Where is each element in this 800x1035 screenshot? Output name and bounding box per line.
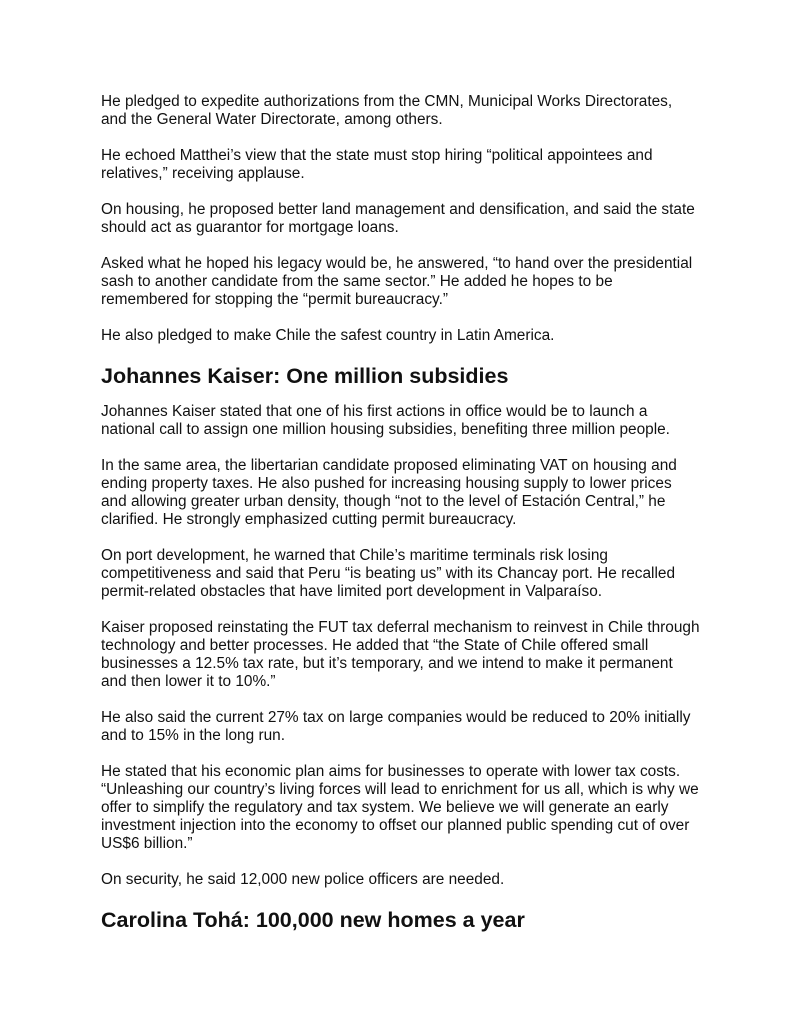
paragraph: On port development, he warned that Chile’s maritime terminals risk losing competitiveness and said that Peru “is beating us” with its Chancay port. He recalled permit-related obstacles that have limited port development in Valparaíso.: [101, 547, 676, 600]
paragraph: He also said the current 27% tax on large companies would be reduced to 20% initially and to 15% in the long run.: [101, 709, 691, 744]
paragraph: He also pledged to make Chile the safest country in Latin America.: [101, 327, 555, 344]
section-heading-toha: Carolina Tohá: 100,000 new homes a year: [101, 908, 525, 932]
paragraph: Kaiser proposed reinstating the FUT tax deferral mechanism to reinvest in Chile through technology and better processes. He added that “the State of Chile offered small businesses a 12.5% tax rate, but it’s temporary, and we intend to make it permanent and then lower it to 10%.”: [101, 619, 700, 690]
paragraph: Asked what he hoped his legacy would be, he answered, “to hand over the presidential sash to another candidate from the same sector.” He added he hopes to be remembered for stopping the “permit bureaucracy.”: [101, 255, 693, 308]
paragraph: On security, he said 12,000 new police officers are needed.: [101, 871, 505, 888]
paragraph: He stated that his economic plan aims for businesses to operate with lower tax costs. “Unleashing our country’s living forces will lead to enrichment for us all, which is why we offer to simplify the regulatory and tax system. We believe we will generate an early investment injection into the economy to offset our planned public spending cut of over US$6 billion.”: [101, 763, 699, 852]
paragraph: He echoed Matthei’s view that the state must stop hiring “political appointees and relatives,” receiving applause.: [101, 147, 653, 182]
paragraph: He pledged to expedite authorizations from the CMN, Municipal Works Directorates, and the General Water Directorate, among others.: [101, 93, 673, 128]
paragraph: In the same area, the libertarian candidate proposed eliminating VAT on housing and ending property taxes. He also pushed for increasing housing supply to lower prices and allowing greater urban density, though “not to the level of Estación Central,” he clarified. He strongly emphasized cutting permit bureaucracy.: [101, 457, 677, 528]
section-heading-kaiser: Johannes Kaiser: One million subsidies: [101, 364, 509, 388]
paragraph: On housing, he proposed better land management and densification, and said the state should act as guarantor for mortgage loans.: [101, 201, 695, 236]
paragraph: Johannes Kaiser stated that one of his first actions in office would be to launch a national call to assign one million housing subsidies, benefiting three million people.: [101, 403, 670, 438]
